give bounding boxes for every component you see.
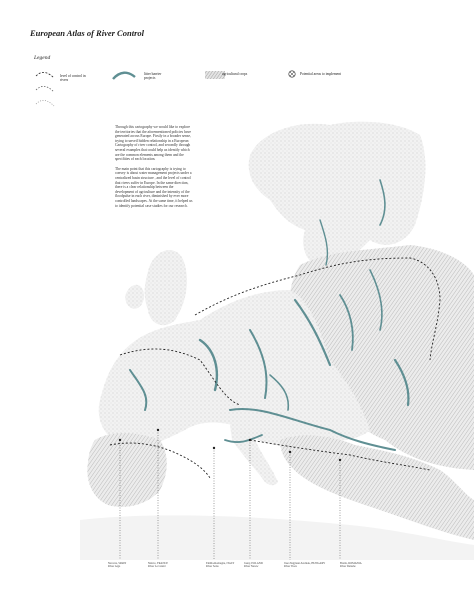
site-place: Emilia-Romagna, ITALY <box>206 562 235 565</box>
site-place: Nièvre, FRANCE <box>148 562 169 565</box>
page-title: European Atlas of River Control <box>30 28 144 38</box>
site-label-jasny <box>244 562 282 569</box>
site-place: Jász-Nagykun-Szolnok, HUNGARY <box>284 562 326 565</box>
site-label-nievre <box>148 562 186 569</box>
legend <box>30 64 450 114</box>
river-band-icon <box>112 70 136 82</box>
site-place: Jasny, POLAND <box>244 562 263 565</box>
site-river: River Tisza <box>284 565 297 569</box>
site-label-jasz <box>284 562 332 569</box>
site-place: Navarra, SPAIN <box>108 562 127 565</box>
legend-label-control: level of control in rivers <box>60 74 86 83</box>
iberia-landmass <box>87 433 166 507</box>
site-river: River Danube <box>340 565 356 569</box>
site-place: Braila, ROMANIA <box>340 562 362 565</box>
legend-label-potential: Potential areas to implement <box>300 72 342 76</box>
target-circle-icon <box>288 70 296 78</box>
site-river: River Le Gland <box>148 565 166 569</box>
north-africa-landmass <box>80 515 474 560</box>
site-label-braila <box>340 562 378 569</box>
intro-paragraph-2: The main point that this cartography is trying to convey is about water management projects under a centralized basin structure , and the level of control that rivers suffer in Europe. In the same direction, there is a clear relationship between the development of agriculture and the intensity of the floodpulse in each river, diminished by ever more controlled landscapes. At the same time, it helped us to identify potential case studies for our research. <box>115 166 193 208</box>
scandinavia-landmass <box>249 122 426 269</box>
intro-paragraph-1: Through this cartography we would like to explore the territories that the aforementioned policies have generated across Europe. Firstly in a broader sense, trying to unveil hidden relationship in a European Cartography of river control, and secondly through several examples that could help us identify which are the common elements among them and the specifities of each location. <box>115 125 191 162</box>
dashed-curve-icon <box>34 68 60 110</box>
british-isles-landmass <box>125 250 187 325</box>
site-label-emilia <box>206 562 244 569</box>
site-river: River Arga <box>108 565 121 569</box>
site-river: River Narew <box>244 565 259 569</box>
legend-label-litter: litter barrier projects <box>144 72 162 81</box>
intro-text <box>115 125 193 213</box>
legend-label-crops: agricultural crops <box>222 72 248 76</box>
legend-heading: Legend <box>34 55 51 61</box>
site-label-navarra <box>108 562 146 569</box>
site-river: River Serio <box>206 565 219 569</box>
